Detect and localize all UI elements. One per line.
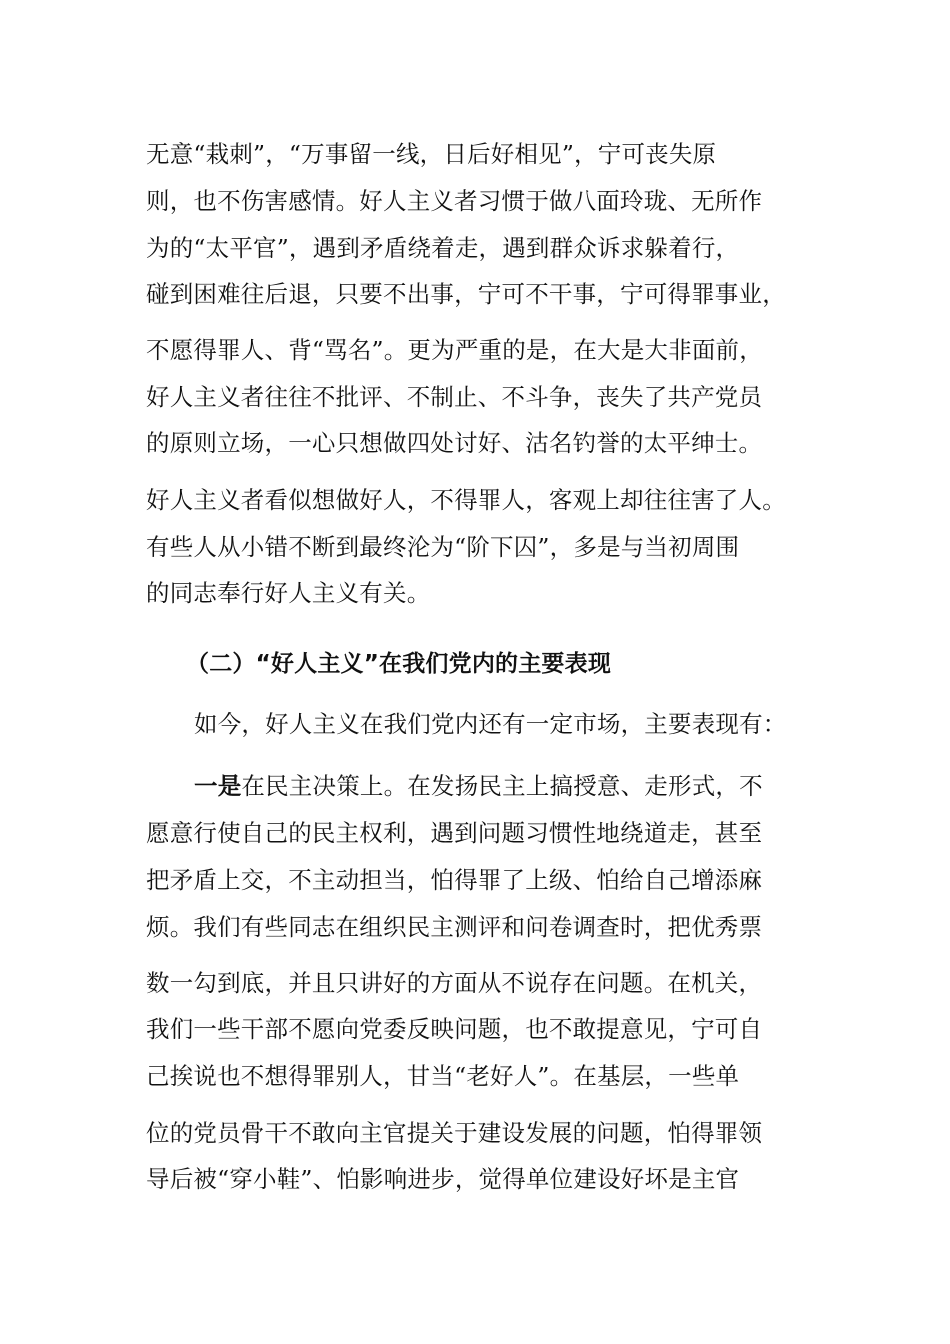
paragraph-line: 的同志奉行好人主义有关。 bbox=[146, 579, 431, 607]
item-line: 烦。我们有些同志在组织民主测评和问卷调查时，把优秀票 bbox=[146, 913, 763, 941]
intro-line: 如今，好人主义在我们党内还有一定市场，主要表现有： bbox=[194, 710, 787, 738]
paragraph-line: 好人主义者看似想做好人，不得罪人，客观上却往往害了人。 bbox=[146, 486, 786, 514]
section-heading: （二）“好人主义”在我们党内的主要表现 bbox=[186, 651, 612, 677]
item-first-line-text: 在民主决策上。在发扬民主上搞授意、走形式，不 bbox=[241, 772, 763, 800]
paragraph-line: 无意“栽刺”，“万事留一线，日后好相见”，宁可丧失原 bbox=[146, 140, 717, 168]
paragraph-line: 则，也不伤害感情。好人主义者习惯于做八面玲珑、无所作 bbox=[146, 187, 763, 215]
paragraph-line: 有些人从小错不断到最终沦为“阶下囚”，多是与当初周围 bbox=[146, 533, 740, 561]
item-line: 位的党员骨干不敢向主官提关于建设发展的问题，怕得罪领 bbox=[146, 1119, 763, 1147]
item-line: 导后被“穿小鞋”、怕影响进步，觉得单位建设好坏是主官 bbox=[146, 1165, 740, 1193]
paragraph-line: 碰到困难往后退，只要不出事，宁可不干事，宁可得罪事业， bbox=[146, 280, 786, 308]
paragraph-line: 不愿得罪人、背“骂名”。更为严重的是，在大是大非面前， bbox=[146, 336, 763, 364]
item-line: 己挨说也不想得罪别人，甘当“老好人”。在基层，一些单 bbox=[146, 1062, 740, 1090]
item-lead: 一是 bbox=[194, 772, 242, 800]
item-line: 数一勾到底，并且只讲好的方面从不说存在问题。在机关， bbox=[146, 969, 763, 997]
paragraph-line: 好人主义者往往不批评、不制止、不斗争，丧失了共产党员 bbox=[146, 383, 763, 411]
item-line: 愿意行使自己的民主权利，遇到问题习惯性地绕道走，甚至 bbox=[146, 819, 763, 847]
paragraph-line: 为的“太平官”，遇到矛盾绕着走，遇到群众诉求躲着行， bbox=[146, 234, 740, 262]
item-first-line bbox=[194, 766, 816, 806]
paragraph-line: 的原则立场，一心只想做四处讨好、沽名钓誉的太平绅士。 bbox=[146, 429, 763, 457]
item-line: 把矛盾上交，不主动担当，怕得罪了上级、怕给自己增添麻 bbox=[146, 866, 763, 894]
item-line: 我们一些干部不愿向党委反映问题，也不敢提意见，宁可自 bbox=[146, 1015, 763, 1043]
